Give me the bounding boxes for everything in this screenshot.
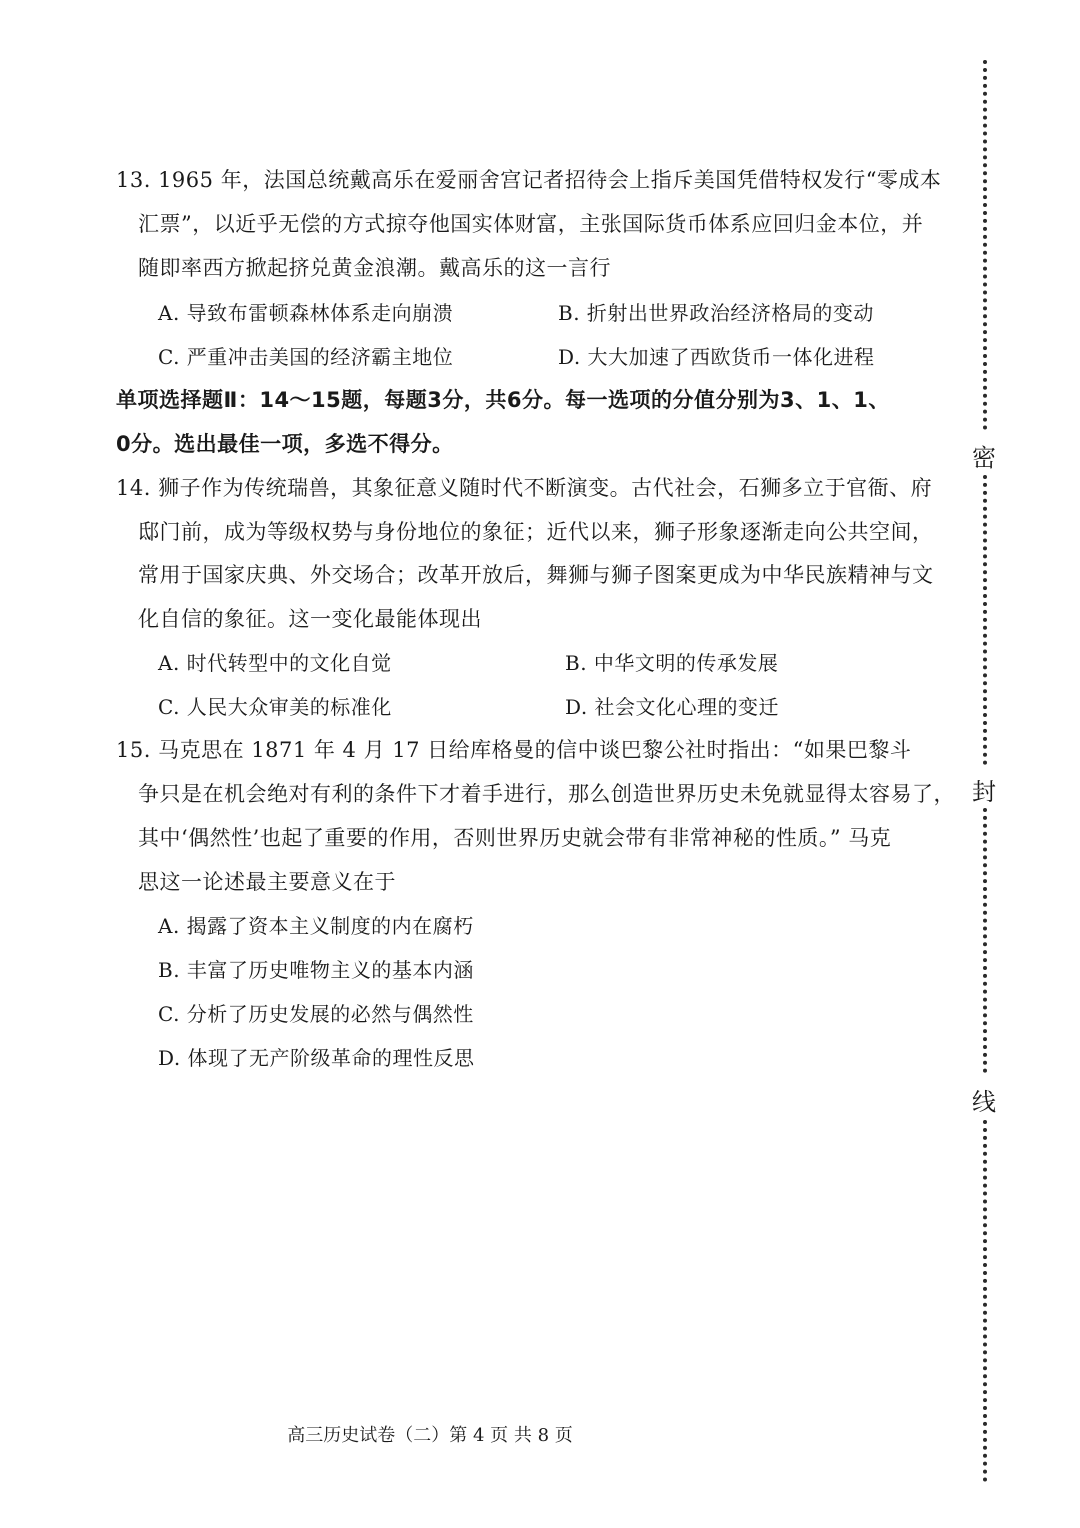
question-15-option-c: C. 分析了历史发展的必然与偶然性 — [158, 1002, 474, 1026]
binding-line — [964, 60, 1004, 1485]
binding-mark-xian: 线 — [972, 1088, 996, 1116]
binding-mark-feng: 封 — [972, 778, 996, 806]
question-14-option-d: D. 社会文化心理的变迁 — [565, 695, 780, 719]
binding-dotted-segment-4 — [983, 1120, 987, 1482]
question-15-line-1: 15. 马克思在 1871 年 4 月 17 日给库格曼的信中谈巴黎公社时指出：“如果巴黎斗 — [116, 738, 912, 762]
section-2-line-2: 0分。选出最佳一项，多选不得分。 — [116, 432, 454, 456]
question-13-line-1: 13. 1965 年，法国总统戴高乐在爱丽舍宫记者招待会上指斥美国凭借特权发行“零成本 — [116, 168, 942, 192]
binding-dotted-segment-1 — [983, 60, 987, 430]
question-14-line-2: 邸门前，成为等级权势与身份地位的象征；近代以来，狮子形象逐渐走向公共空间， — [138, 520, 934, 544]
question-15-line-3: 其中‘偶然性’也起了重要的作用，否则世界历史就会带有非常神秘的性质。” 马克 — [138, 826, 892, 850]
question-14-option-a: A. 时代转型中的文化自觉 — [158, 651, 392, 675]
question-13-option-c: C. 严重冲击美国的经济霸主地位 — [158, 345, 454, 369]
question-14-line-3: 常用于国家庆典、外交场合；改革开放后，舞狮与狮子图案更成为中华民族精神与文 — [138, 563, 934, 587]
question-15-option-d: D. 体现了无产阶级革命的理性反思 — [158, 1046, 475, 1070]
question-15-line-2: 争只是在机会绝对有利的条件下才着手进行，那么创造世界历史未免就显得太容易了， — [138, 782, 955, 806]
question-15-option-a: A. 揭露了资本主义制度的内在腐朽 — [158, 914, 474, 938]
question-15-line-4: 思这一论述最主要意义在于 — [138, 870, 396, 894]
question-13-line-3: 随即率西方掀起挤兑黄金浪潮。戴高乐的这一言行 — [138, 256, 611, 280]
binding-mark-mi: 密 — [972, 444, 996, 472]
question-14-line-4: 化自信的象征。这一变化最能体现出 — [138, 607, 482, 631]
binding-dotted-segment-2 — [983, 475, 987, 765]
question-15-option-b: B. 丰富了历史唯物主义的基本内涵 — [158, 958, 474, 982]
question-14-line-1: 14. 狮子作为传统瑞兽，其象征意义随时代不断演变。古代社会，石狮多立于官衙、府 — [116, 476, 933, 500]
question-13-line-2: 汇票”，以近乎无偿的方式掠夺他国实体财富，主张国际货币体系应回归金本位，并 — [138, 212, 924, 236]
question-14-option-c: C. 人民大众审美的标准化 — [158, 695, 392, 719]
page-footer: 高三历史试卷（二）第 4 页 共 8 页 — [287, 1425, 573, 1446]
section-2-line-1: 单项选择题Ⅱ：14～15题，每题3分，共6分。每一选项的分值分别为3、1、1、 — [116, 388, 890, 412]
question-13-option-b: B. 折射出世界政治经济格局的变动 — [558, 301, 874, 325]
question-13-option-d: D. 大大加速了西欧货币一体化进程 — [558, 345, 875, 369]
question-13-option-a: A. 导致布雷顿森林体系走向崩溃 — [158, 301, 454, 325]
question-14-option-b: B. 中华文明的传承发展 — [565, 651, 779, 675]
binding-dotted-segment-3 — [983, 808, 987, 1073]
